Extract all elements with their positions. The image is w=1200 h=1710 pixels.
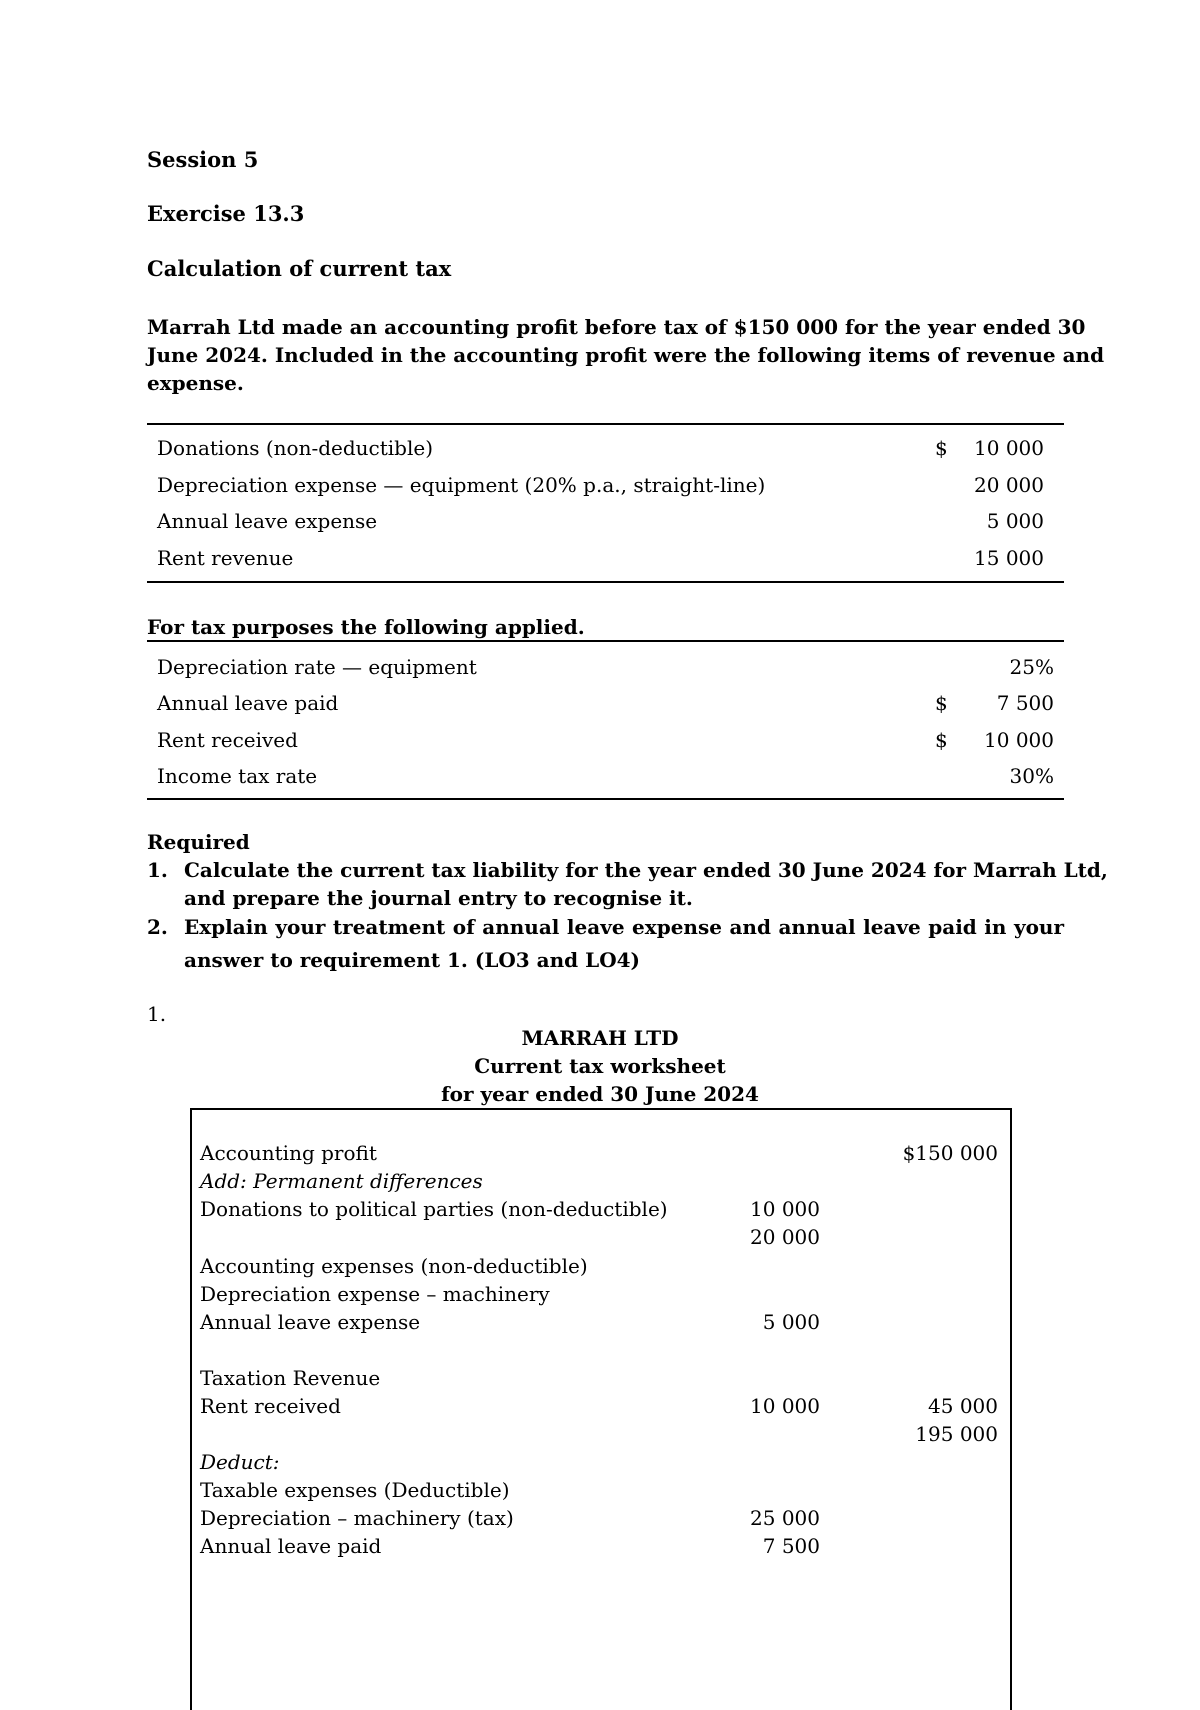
row-amount: 20 000 bbox=[974, 473, 1044, 497]
worksheet-company: MARRAH LTD bbox=[521, 1026, 679, 1050]
row-label: Depreciation expense – machinery bbox=[200, 1282, 550, 1306]
required-item-2-line-2: answer to requirement 1. (LO3 and LO4) bbox=[184, 948, 640, 972]
required-item-number: 1. bbox=[147, 858, 168, 882]
row-amount: 5 000 bbox=[986, 509, 1044, 533]
row-currency: $ bbox=[935, 691, 948, 715]
table-row bbox=[200, 1167, 998, 1195]
required-item-number: 2. bbox=[147, 915, 168, 939]
table-row bbox=[157, 689, 1054, 717]
table-row bbox=[200, 1139, 998, 1167]
row-label: Taxation Revenue bbox=[200, 1366, 381, 1390]
row-amount: 7 500 bbox=[762, 1534, 820, 1558]
row-amount: 10 000 bbox=[984, 728, 1054, 752]
row-label: Donations to political parties (non-deductible) bbox=[200, 1197, 668, 1221]
row-amount: 10 000 bbox=[750, 1394, 820, 1418]
table-row bbox=[200, 1280, 998, 1308]
row-amount: 10 000 bbox=[750, 1197, 820, 1221]
required-item-2-line-1: Explain your treatment of annual leave expense and annual leave paid in your bbox=[184, 915, 1064, 939]
table-top-rule bbox=[147, 423, 1064, 425]
row-label: Add: Permanent differences bbox=[200, 1169, 483, 1193]
row-currency: $ bbox=[935, 728, 948, 752]
table-row bbox=[200, 1504, 998, 1532]
table-row bbox=[157, 544, 1054, 572]
row-amount: 20 000 bbox=[750, 1225, 820, 1249]
row-label: Donations (non-deductible) bbox=[157, 436, 434, 460]
session-heading: Session 5 bbox=[147, 147, 259, 172]
row-label: Depreciation rate — equipment bbox=[157, 655, 477, 679]
row-amount: 25% bbox=[1009, 655, 1054, 679]
tax-table-heading: For tax purposes the following applied. bbox=[147, 615, 585, 639]
table-row bbox=[157, 653, 1054, 681]
row-amount: 5 000 bbox=[762, 1310, 820, 1334]
row-label: Annual leave expense bbox=[157, 509, 378, 533]
row-amount: 25 000 bbox=[750, 1506, 820, 1530]
table-bottom-rule bbox=[147, 581, 1064, 583]
row-label: Income tax rate bbox=[157, 764, 318, 788]
row-label: Annual leave paid bbox=[157, 691, 339, 715]
required-heading: Required bbox=[147, 830, 250, 854]
table-row bbox=[157, 726, 1054, 754]
intro-line-2: June 2024. Included in the accounting profit were the following items of revenue and bbox=[147, 343, 1105, 367]
row-label: Annual leave paid bbox=[200, 1534, 382, 1558]
row-amount: 30% bbox=[1009, 764, 1054, 788]
row-label: Accounting profit bbox=[200, 1141, 377, 1165]
row-label: Depreciation expense — equipment (20% p.a., straight-line) bbox=[157, 473, 766, 497]
required-item-1-line-2: and prepare the journal entry to recognise it. bbox=[184, 886, 693, 910]
table-row bbox=[200, 1448, 998, 1476]
exercise-heading: Exercise 13.3 bbox=[147, 201, 305, 226]
intro-line-1: Marrah Ltd made an accounting profit before tax of $150 000 for the year ended 30 bbox=[147, 315, 1086, 339]
row-amount: 15 000 bbox=[974, 546, 1044, 570]
table-top-rule bbox=[147, 640, 1064, 642]
table-row bbox=[157, 507, 1054, 535]
row-total: 45 000 bbox=[928, 1394, 998, 1418]
table-row bbox=[200, 1532, 998, 1560]
table-row bbox=[200, 1195, 998, 1223]
required-item-1-line-1: Calculate the current tax liability for the year ended 30 June 2024 for Marrah Ltd, bbox=[184, 858, 1108, 882]
row-label: Rent received bbox=[200, 1394, 341, 1418]
row-total: 195 000 bbox=[915, 1422, 998, 1446]
row-label: Depreciation – machinery (tax) bbox=[200, 1506, 514, 1530]
table-row bbox=[200, 1252, 998, 1280]
row-currency: $ bbox=[935, 436, 948, 460]
table-row bbox=[157, 471, 1054, 499]
intro-line-3: expense. bbox=[147, 371, 244, 395]
row-amount: 7 500 bbox=[996, 691, 1054, 715]
table-row bbox=[200, 1420, 998, 1448]
row-total: $150 000 bbox=[902, 1141, 998, 1165]
row-label: Annual leave expense bbox=[200, 1310, 421, 1334]
row-label: Accounting expenses (non-deductible) bbox=[200, 1254, 588, 1278]
row-amount: 10 000 bbox=[974, 436, 1044, 460]
row-label: Rent revenue bbox=[157, 546, 294, 570]
worksheet-period: for year ended 30 June 2024 bbox=[441, 1082, 759, 1106]
table-row bbox=[200, 1308, 998, 1336]
row-label: Deduct: bbox=[200, 1450, 280, 1474]
answer-number: 1. bbox=[147, 1002, 167, 1026]
table-row bbox=[200, 1476, 998, 1504]
table-row bbox=[157, 762, 1054, 790]
topic-heading: Calculation of current tax bbox=[147, 256, 452, 281]
worksheet-title: Current tax worksheet bbox=[474, 1054, 726, 1078]
table-row bbox=[200, 1392, 998, 1420]
table-row bbox=[200, 1223, 998, 1251]
row-label: Taxable expenses (Deductible) bbox=[200, 1478, 510, 1502]
table-row bbox=[157, 434, 1054, 462]
table-bottom-rule bbox=[147, 798, 1064, 800]
row-label: Rent received bbox=[157, 728, 298, 752]
table-row bbox=[200, 1364, 998, 1392]
